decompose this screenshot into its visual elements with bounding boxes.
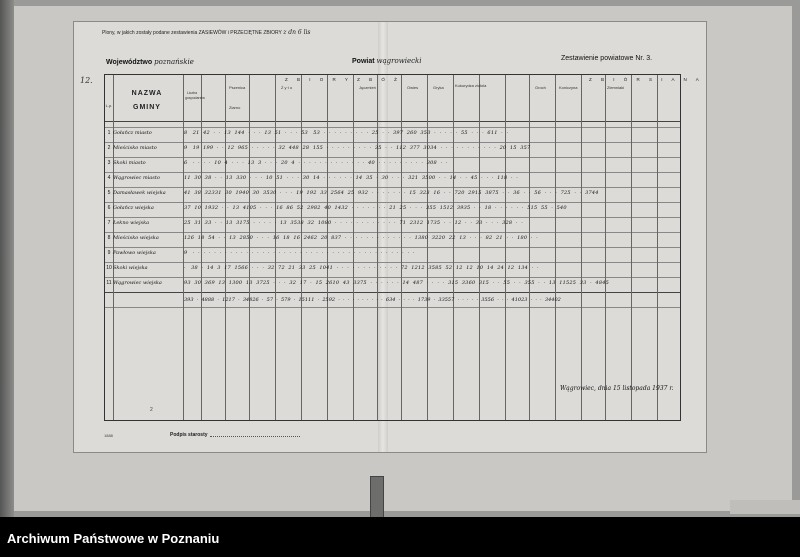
col-rule — [631, 75, 632, 420]
row-number: 11 — [106, 280, 112, 286]
crop-koniczyna: Koniczyna — [559, 85, 578, 90]
row-gmina-name: Gołańcz miasto — [113, 130, 152, 136]
powiat-line: Powiat wągrowiecki — [352, 57, 422, 65]
row-number: 10 — [106, 265, 112, 271]
row-values: 37 10 1932 · · 13 4105 · · · 16 86 52 2982 40 1432 · · · · · · · 21 25 · · · 355 1512 3935 · · 18 · · · · · · 515 55 · 540 — [184, 205, 567, 211]
signature-line — [210, 436, 300, 437]
row-number: 2 — [107, 145, 111, 151]
crop-owies: Owies — [407, 85, 419, 90]
archive-footer-bar — [0, 517, 800, 557]
header-handwriting: z dn 6 lis — [283, 29, 311, 36]
row-rule — [105, 232, 680, 233]
col-rule — [377, 75, 378, 420]
totals-rule — [105, 292, 680, 293]
row-values: 11 30 38 · · 13 330 · · · 10 51 · · · 30 14 · · · · · · 14 35 · 30 · · · 321 3500 · · 14 · · 45 · · · 118 · · — [184, 175, 519, 181]
row-values: 126 18 54 · · 13 2850 · · · 16 18 16 2462 20 837 · · · · · · · · · · · · · 1380 3220 22 13 · · · 82 21 · · 180 · · — [184, 235, 538, 241]
col-rule — [301, 75, 302, 420]
row-number: 8 — [107, 235, 111, 241]
row-gmina-name: Mieścisko wiejska — [113, 235, 159, 241]
row-number: 1 — [107, 130, 111, 136]
row-number: 7 — [107, 220, 111, 226]
row-values: 93 30 369 13 1300 13 3725 · · · 32 17 · 15 2610 43 3375 · · · · · · 14 487 · · · · 315 3360 315 · · 55 · · 355 · · 13 11525 33 · 4845 — [184, 280, 609, 286]
col-rule — [113, 75, 114, 420]
row-gmina-name: Wągrowiec miasto — [113, 175, 160, 181]
col-rule — [225, 75, 226, 420]
subhead-ziarno: Ziarno — [229, 105, 241, 110]
col-rule — [249, 75, 250, 420]
col-rule — [353, 75, 354, 420]
row-rule — [105, 202, 680, 203]
row-number: 4 — [107, 175, 111, 181]
statistical-form-sheet — [74, 22, 706, 452]
col-rule — [327, 75, 328, 420]
row-gmina-name: Gołańcz wiejska — [113, 205, 154, 211]
row-number: 5 — [107, 190, 111, 196]
row-gmina-name: Pawłowo wiejska — [113, 250, 156, 256]
col-rule — [275, 75, 276, 420]
row-number: 6 — [107, 205, 111, 211]
row-gmina-name: Damasławek wiejska — [113, 190, 166, 196]
wojewodztwo-value: poznańskie — [154, 58, 194, 66]
crop-pszenica: Pszenica — [229, 85, 246, 90]
row-rule — [105, 157, 680, 158]
row-rule — [105, 277, 680, 278]
row-gmina-name: Skoki wiejska — [113, 265, 148, 271]
col-rule — [479, 75, 480, 420]
nazwa-gminy-header: NAZWA GMINY — [131, 90, 163, 111]
margin-mark: 12. — [80, 76, 93, 85]
row-rule — [105, 262, 680, 263]
row-rule — [105, 217, 680, 218]
row-number: 3 — [107, 160, 111, 166]
col-rule — [453, 75, 454, 420]
lp-header: L.p. — [105, 103, 113, 108]
row-rule — [105, 307, 680, 308]
row-two-hint: 2 — [150, 407, 153, 413]
row-rule — [105, 172, 680, 173]
board-corner — [730, 500, 800, 514]
row-rule — [105, 247, 680, 248]
col-rule — [605, 75, 606, 420]
powiat-value: wągrowiecki — [376, 57, 422, 65]
totals-row: 393 · 4888 · 1217 · 34826 · 57 · 579 · 15111 · 2592 · · · · · · · · · · 634 · · · · 1739 · 33557 · · · · · 3556 · · · 41023 · · · 34402 — [184, 297, 561, 303]
crop-kukurydza: Kukurydza ziołola — [455, 83, 487, 88]
row-values: · 38 · 14 3 17 1566 · · · 32 72 21 33 25 1041 · · · · · · · · · · · · 72 1212 3585 52 12 12 10 14 24 12 134 · · — [184, 265, 539, 271]
col-number-rule — [105, 127, 680, 128]
podpis-starosty-label: Podpis starosty — [170, 432, 208, 438]
col-rule — [529, 75, 530, 420]
place-and-date: Wągrowiec, dnia 15 listopada 1937 r. — [560, 385, 674, 392]
col-rule — [581, 75, 582, 420]
col-rule — [427, 75, 428, 420]
crop-groch: Groch — [535, 85, 546, 90]
row-values: 41 38 32331 30 1940 30 3530 · · · 19 192 33 2564 25 932 · · · · · · · 15 323 16 · · 720 2915 3875 · · 36 · · 56 · · · 725 · · 3744 — [184, 190, 599, 196]
row-number: 9 — [107, 250, 111, 256]
form-header-note: Plony, w jakich zostały podane zestawienia ZASIEWÓW i PRZECIĘTNE ZBIORY z dn 6 lis — [102, 29, 311, 36]
row-gmina-name: Wągrowiec wiejska — [113, 280, 162, 286]
col-rule — [657, 75, 658, 420]
crop-gryka: Gryka — [433, 85, 444, 90]
crop-ziemniaki: Ziemniaki — [607, 85, 625, 90]
row-gmina-name: Skoki miasto — [113, 160, 146, 166]
header-bottom-rule — [105, 121, 680, 122]
board-edge-shadow — [0, 0, 14, 517]
col-rule — [201, 75, 202, 420]
col-rule — [183, 75, 184, 420]
binder-clip — [370, 476, 384, 517]
row-values: 25 31 33 · · 13 3175 · · · · · 13 3538 32 1080 · · · · · · · · · · · · 71 2312 1735 · · 12 · · 33 · · · 328 · · — [184, 220, 524, 226]
crop-jeczmien: Jęczmień — [359, 85, 376, 90]
zbior-siana-band: Z B I Ó R S I A N A — [589, 77, 703, 82]
row-gmina-name: Łekno wiejska — [113, 220, 150, 226]
zestawienie-number: Zestawienie powiatowe Nr. 3. — [561, 55, 653, 62]
col-rule — [401, 75, 402, 420]
row-values: 9 19 199 · · 12 965 · · · · · 32 448 28 155 · · · · · · · · · 35 · · 112 377 3034 · · · · · · · · · · · 20 15 357 — [184, 145, 531, 151]
liczba-header: Liczba gospodarstw — [185, 91, 205, 100]
row-rule — [105, 142, 680, 143]
row-values: 9 · · · · · · · · · · · · · · · · · · · · · · · · · · · · · · · · · · · · · · · · · · — [184, 250, 415, 256]
archive-credit: Archiwum Państwowe w Poznaniu — [7, 531, 220, 546]
col-rule — [555, 75, 556, 420]
wojewodztwo-line: Województwo poznańskie — [106, 58, 194, 66]
form-code: 1888 — [104, 433, 113, 438]
row-rule — [105, 187, 680, 188]
data-table — [104, 74, 703, 421]
crop-zyto: Ż y t o — [281, 85, 293, 90]
col-rule — [505, 75, 506, 420]
row-values: 6 · · · · 10 4 · · · 13 3 · · · 20 4 · · · · · · · · · · · · · 40 · · · · · · · · · 308 · · — [184, 160, 448, 166]
zbiory-zboz-band: Z B I O R Y Z B Ó Ż — [285, 77, 401, 82]
row-values: 8 21 42 · · 13 144 · · · 13 51 · · · 53 53 · · · · · · · · · 25 · · 397 260 353 · · · · · 55 · · · 611 · · — [184, 130, 509, 136]
row-gmina-name: Mieścisko miasto — [113, 145, 157, 151]
